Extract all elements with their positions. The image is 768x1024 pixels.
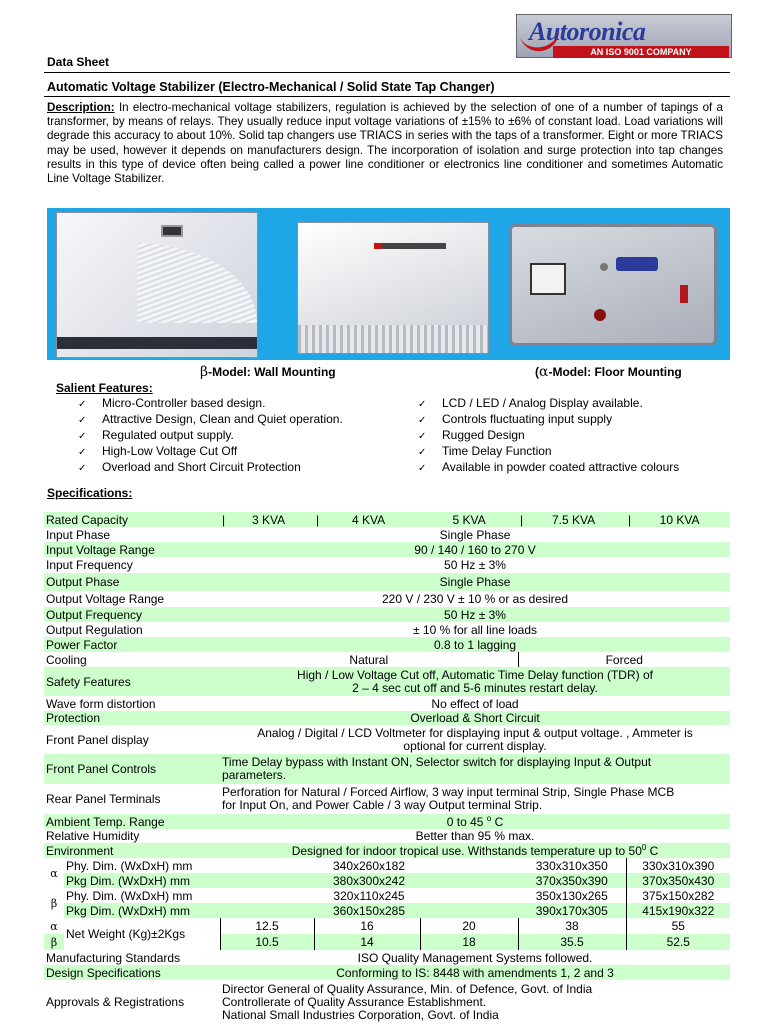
spec-label: Ambient Temp. Range: [44, 814, 220, 829]
feature-item: ✓ Regulated output supply.: [78, 428, 234, 442]
check-icon: ✓: [78, 415, 87, 426]
table-row: [44, 814, 730, 829]
table-row: [44, 858, 730, 873]
spec-value: Time Delay bypass with Instant ON, Selector switch for displaying Input & Output parameters.: [220, 754, 730, 784]
spec-value: Forced: [518, 652, 730, 667]
alpha-marker: α: [50, 919, 58, 933]
check-icon: ✓: [418, 431, 427, 442]
spec-value: | 3 KVA: [220, 512, 314, 527]
spec-label: Design Specifications: [44, 965, 220, 980]
beta-model-caption: β-Model: Wall Mounting: [200, 364, 336, 380]
table-row: [44, 784, 730, 814]
check-icon: ✓: [78, 463, 87, 474]
spec-value: 350x130x265: [535, 888, 608, 903]
table-row: [44, 591, 730, 607]
spec-value: 360x150x285: [220, 903, 518, 918]
compact-stabilizer-image: [297, 222, 489, 354]
spec-value: Single Phase: [439, 527, 511, 542]
spec-label: Front Panel Controls: [44, 754, 220, 784]
spec-value: No effect of load: [431, 696, 519, 711]
spec-label: Input Voltage Range: [44, 542, 220, 557]
table-row: [44, 652, 730, 667]
spec-value: 55: [626, 918, 730, 934]
spec-value: ISO Quality Management Systems followed.: [357, 950, 593, 965]
spec-value: 340x260x182: [332, 858, 406, 873]
description-label: Description:: [47, 101, 115, 114]
page-title: Automatic Voltage Stabilizer (Electro-Mechanical / Solid State Tap Changer): [47, 80, 495, 94]
table-row: [44, 512, 730, 527]
table-row: [44, 950, 730, 965]
spec-label: Cooling: [46, 652, 87, 667]
spec-value: | 4 KVA: [314, 512, 420, 527]
title-rule: [44, 96, 730, 97]
spec-label: Power Factor: [44, 637, 220, 652]
features-left-list: [78, 396, 343, 476]
spec-value: 330x310x350: [535, 858, 608, 873]
spec-label: Pkg Dim. (WxDxH) mm: [64, 873, 220, 888]
check-icon: ✓: [78, 399, 87, 410]
header-rule: [44, 72, 730, 73]
spec-value: 50 Hz ± 3%: [220, 607, 730, 622]
spec-value: Better than 95 % max.: [415, 829, 535, 843]
check-icon: ✓: [78, 447, 87, 458]
check-icon: ✓: [418, 463, 427, 474]
table-row: [44, 965, 730, 980]
table-row: [44, 557, 730, 573]
spec-label: Phy. Dim. (WxDxH) mm: [66, 888, 193, 903]
spec-value: 90 / 140 / 160 to 270 V: [220, 542, 730, 557]
specifications-title: Specifications:: [47, 486, 133, 500]
spec-label: Wave form distortion: [46, 696, 156, 711]
spec-label: Approvals & Registrations: [46, 995, 185, 1009]
spec-label: Rear Panel Terminals: [46, 792, 161, 806]
beta-marker: β: [44, 934, 64, 950]
check-icon: ✓: [418, 447, 427, 458]
table-row: [44, 888, 730, 903]
spec-value: 390x170x305: [518, 903, 626, 918]
features-right-list: [418, 396, 679, 476]
spec-label: Input Phase: [46, 527, 111, 542]
table-row: [44, 622, 730, 637]
spec-value: | 10 KVA: [626, 512, 730, 527]
spec-label: Environment: [44, 843, 220, 858]
spec-value: High / Low Voltage Cut off, Automatic Time Delay function (TDR) of 2 – 4 sec cut off and 5-6 minutes restart delay.: [220, 667, 730, 696]
spec-value: 370x350x430: [626, 873, 730, 888]
spec-value: Designed for indoor tropical use. Withstands temperature up to $50^0$ C: [220, 843, 730, 858]
spec-value: Perforation for Natural / Forced Airflow, 3 way input terminal Strip, Single Phase MCB for Input On, and Power Cable / 3 way Output terminal Strip.: [222, 785, 675, 812]
spec-value: 415x190x322: [626, 903, 730, 918]
spec-label: Output Frequency: [44, 607, 220, 622]
spec-value: 370x350x390: [518, 873, 626, 888]
table-row: [44, 725, 730, 754]
table-row: [44, 573, 730, 591]
spec-value: 320x110x245: [333, 888, 405, 903]
feature-item: ✓ Attractive Design, Clean and Quiet operation.: [78, 412, 343, 426]
check-icon: ✓: [78, 431, 87, 442]
spec-value: 5 KVA: [420, 512, 518, 527]
feature-item: ✓ Controls fluctuating input supply: [418, 412, 613, 426]
table-row: [44, 711, 730, 725]
table-row: [44, 667, 730, 696]
check-icon: ✓: [418, 399, 427, 410]
spec-label: Output Regulation: [46, 622, 143, 637]
spec-value: 18: [420, 934, 518, 950]
spec-value: 12.5: [220, 918, 314, 934]
feature-item: ✓ High-Low Voltage Cut Off: [78, 444, 238, 458]
spec-label: Output Voltage Range: [46, 592, 165, 606]
spec-value: 38: [518, 918, 626, 934]
feature-item: ✓ Time Delay Function: [418, 444, 552, 458]
spec-value: 14: [314, 934, 420, 950]
spec-value: 16: [314, 918, 420, 934]
table-row: [44, 829, 730, 843]
spec-label: Rated Capacity: [44, 512, 220, 527]
beta-marker: β: [50, 896, 58, 910]
spec-value: ± 10 % for all line loads: [413, 622, 537, 637]
spec-value: 380x300x242: [220, 873, 518, 888]
table-row: [44, 542, 730, 557]
spec-value: 375x150x282: [626, 888, 730, 903]
table-row: [44, 607, 730, 622]
spec-value: Natural: [349, 652, 389, 667]
spec-label: Output Phase: [44, 573, 220, 591]
table-row: [44, 903, 730, 918]
description: [47, 101, 723, 186]
feature-item: ✓ Rugged Design: [418, 428, 525, 442]
spec-value: 52.5: [626, 934, 730, 950]
alpha-model-caption: (α-Model: Floor Mounting: [535, 364, 682, 380]
table-row: [44, 527, 730, 542]
wall-mount-stabilizer-image: [56, 212, 258, 358]
spec-label: Input Frequency: [46, 558, 133, 572]
logo-tagline: AN ISO 9001 COMPANY: [553, 46, 729, 58]
spec-value: 35.5: [518, 934, 626, 950]
table-row: [44, 843, 730, 858]
feature-item: ✓ LCD / LED / Analog Display available.: [418, 396, 643, 410]
table-row: [44, 637, 730, 652]
feature-item: ✓ Overload and Short Circuit Protection: [78, 460, 301, 474]
logo-brand: Autoronica: [529, 17, 646, 46]
alpha-marker: α: [50, 866, 58, 880]
specifications-table: [44, 512, 730, 1024]
spec-label: Phy. Dim. (WxDxH) mm: [66, 858, 193, 873]
spec-value: Conforming to IS: 8448 with amendments 1, 2 and 3: [220, 965, 730, 980]
spec-label: Relative Humidity: [46, 829, 140, 843]
doc-label: Data Sheet: [47, 55, 110, 69]
spec-label: Front Panel display: [46, 732, 149, 747]
spec-label: Manufacturing Standards: [46, 950, 181, 965]
spec-label: Safety Features: [44, 667, 220, 696]
spec-value: 0.8 to 1 lagging: [220, 637, 730, 652]
floor-mount-stabilizer-image: [509, 224, 717, 346]
spec-value: 0 to 45 $^o$ C: [220, 814, 730, 829]
spec-value: Director General of Quality Assurance, Min. of Defence, Govt. of India Controllerate of Quality Assurance Establishment. National Small Industries Corporation, Govt. of India: [222, 981, 593, 1022]
spec-value: Overload & Short Circuit: [220, 711, 730, 725]
spec-value: Single Phase: [220, 573, 730, 591]
company-logo: [516, 14, 732, 58]
spec-value: 330x310x390: [626, 858, 730, 873]
spec-value: 20: [420, 918, 518, 934]
spec-value: | 7.5 KVA: [518, 512, 626, 527]
spec-value: 10.5: [220, 934, 314, 950]
spec-value: Analog / Digital / LCD Voltmeter for displaying input & output voltage. , Ammeter is optional for current display.: [257, 725, 693, 753]
spec-label: Protection: [44, 711, 220, 725]
spec-value: 50 Hz ± 3%: [444, 558, 506, 572]
spec-label: Net Weight (Kg)±2Kgs: [64, 918, 220, 950]
description-text: In electro-mechanical voltage stabilizers, regulation is achieved by the selection of one of a number of tapings of a transformer, by means of relays. They usually reduce input voltage variations of ±15% to ±6% of constant load. Load variations will degrade this accuracy to about 10%. Solid tap changers use TRIACS in series with the taps of a transformer. Eight or more TRIACS may be used, however it depends on manufacturers design. The incorporation of isolation and surge protection into tap changes results in this type of device often being called a power line conditioner or electronics line conditioner and sometimes Automatic Line Voltage Stabilizer.: [47, 101, 723, 186]
feature-item: ✓ Micro-Controller based design.: [78, 396, 266, 410]
table-row: [44, 918, 730, 934]
table-row: [44, 754, 730, 784]
table-row: [44, 980, 730, 1024]
table-row: [44, 873, 730, 888]
check-icon: ✓: [418, 415, 427, 426]
feature-item: ✓ Available in powder coated attractive colours: [418, 460, 680, 474]
spec-value: 220 V / 230 V ± 10 % or as desired: [382, 592, 569, 606]
spec-label: Pkg Dim. (WxDxH) mm: [64, 903, 220, 918]
features-title: Salient Features:: [56, 381, 153, 395]
table-row: [44, 696, 730, 711]
